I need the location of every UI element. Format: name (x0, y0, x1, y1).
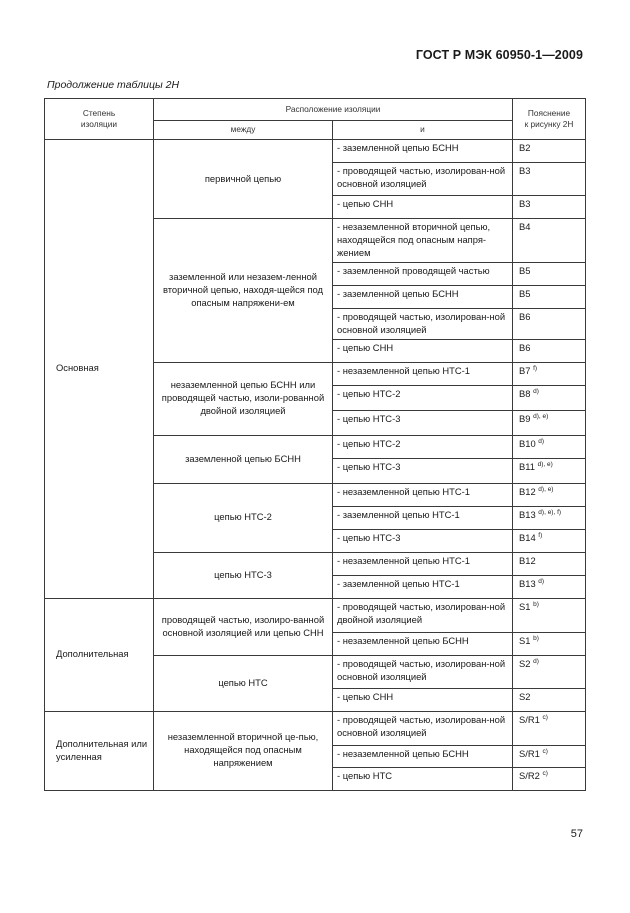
table-body (45, 140, 586, 791)
figure-reference-cell (513, 339, 586, 362)
footnote-marker: d), e) (538, 485, 554, 493)
figure-reference: B6 (519, 310, 531, 322)
figure-reference-cell (513, 458, 586, 483)
figure-reference: S/R1 (519, 713, 540, 725)
table-continuation-label: Продолжение таблицы 2Н (47, 79, 180, 91)
and-cell: - незаземленной цепью БСНН (333, 745, 513, 767)
between-cell: незаземленной вторичной це-пью, находящейся под опасным напряжением (154, 711, 333, 790)
and-cell: - цепью НТС-2 (333, 385, 513, 410)
figure-reference-cell (513, 632, 586, 655)
figure-reference: S1 (519, 634, 531, 646)
between-cell: цепью НТС-3 (154, 552, 333, 598)
and-cell: - заземленной проводящей частью (333, 262, 513, 285)
and-cell: - цепью НТС-3 (333, 410, 513, 435)
figure-reference-cell (513, 140, 586, 163)
table-row (45, 140, 586, 163)
figure-reference-cell (513, 435, 586, 458)
between-cell: незаземленной цепью БСНН или проводящей частью, изоли-рованной двойной изоляцией (154, 362, 333, 435)
figure-reference: B3 (519, 198, 531, 209)
figure-reference: B3 (519, 165, 531, 176)
and-cell: - заземленной цепью НТС-1 (333, 506, 513, 529)
footnote-marker: c) (542, 769, 548, 777)
and-cell: - цепью НТС-2 (333, 435, 513, 458)
figure-reference-cell (513, 506, 586, 529)
figure-reference-cell (513, 262, 586, 285)
figure-reference: B13 (519, 577, 536, 589)
and-cell: - незаземленной цепью НТС-1 (333, 362, 513, 385)
figure-reference-cell (513, 483, 586, 506)
header-and: и (333, 120, 513, 139)
figure-reference-cell (513, 385, 586, 410)
footnote-marker: d), e) (533, 412, 549, 420)
and-cell: - заземленной цепью БСНН (333, 285, 513, 308)
figure-reference-cell (513, 308, 586, 339)
footnote-marker: c) (542, 747, 548, 755)
figure-reference: B10 (519, 437, 536, 449)
footnote-marker: d), e), f) (538, 508, 562, 516)
and-cell: - проводящей частью, изолирован-ной основной изоляцией (333, 655, 513, 688)
figure-reference-cell (513, 767, 586, 790)
figure-reference-cell (513, 655, 586, 688)
figure-reference-cell (513, 196, 586, 219)
and-cell: - незаземленной цепью НТС-1 (333, 483, 513, 506)
between-cell: первичной цепью (154, 140, 333, 219)
footnote-marker: c) (542, 713, 548, 721)
and-cell: - заземленной цепью НТС-1 (333, 575, 513, 598)
figure-reference: B12 (519, 485, 536, 497)
insulation-degree-cell: Дополнительная или усиленная (45, 711, 154, 790)
figure-reference-cell (513, 362, 586, 385)
figure-reference: B9 (519, 412, 531, 424)
between-cell: заземленной цепью БСНН (154, 435, 333, 483)
and-cell: - цепью НТС-3 (333, 529, 513, 552)
figure-reference-cell (513, 410, 586, 435)
figure-reference-cell (513, 598, 586, 632)
figure-reference-cell (513, 529, 586, 552)
figure-reference: B11 (519, 460, 535, 472)
table-row (45, 598, 586, 632)
footnote-marker: d) (533, 387, 539, 395)
and-cell: - проводящей частью, изолирован-ной основной изоляцией (333, 308, 513, 339)
figure-reference: S2 (519, 657, 531, 669)
header-between: между (154, 120, 333, 139)
and-cell: - цепью НТС (333, 767, 513, 790)
figure-reference: B6 (519, 341, 531, 353)
standard-code: ГОСТ Р МЭК 60950-1—2009 (415, 48, 583, 62)
figure-reference: B8 (519, 387, 531, 399)
figure-reference: B13 (519, 508, 536, 520)
header-degree-text: Степень изоляции (80, 107, 118, 129)
table-row (45, 711, 586, 745)
header-explanation-text: Пояснение к рисунку 2Н (524, 107, 574, 129)
page-number: 57 (570, 828, 583, 840)
footnote-marker: d), e) (537, 460, 553, 468)
figure-reference: B2 (519, 142, 531, 153)
footnote-marker: d) (533, 657, 539, 665)
and-cell: - цепью СНН (333, 339, 513, 362)
insulation-degree-cell: Основная (45, 140, 154, 599)
header-location: Расположение изоляции (154, 99, 513, 121)
between-cell: цепью НТС-2 (154, 483, 333, 552)
figure-reference-cell (513, 745, 586, 767)
and-cell: - незаземленной цепью НТС-1 (333, 552, 513, 575)
figure-reference-cell (513, 219, 586, 263)
and-cell: - цепью НТС-3 (333, 458, 513, 483)
and-cell: - цепью СНН (333, 196, 513, 219)
and-cell: - цепью СНН (333, 688, 513, 711)
footnote-marker: f) (533, 364, 538, 372)
footnote-marker: b) (533, 634, 539, 642)
and-cell: - незаземленной вторичной цепью, находящейся под опасным напря-жением (333, 219, 513, 263)
figure-reference-cell (513, 711, 586, 745)
and-cell: - проводящей частью, изолирован-ной двойной изоляцией (333, 598, 513, 632)
figure-reference: S/R2 (519, 769, 540, 781)
between-cell: цепью НТС (154, 655, 333, 711)
figure-reference: S2 (519, 690, 531, 702)
figure-reference: B12 (519, 554, 536, 566)
figure-reference-cell (513, 575, 586, 598)
figure-reference: B4 (519, 221, 531, 232)
figure-reference-cell (513, 688, 586, 711)
insulation-table (44, 98, 586, 791)
header-degree (45, 99, 154, 140)
figure-reference: B14 (519, 531, 536, 543)
and-cell: - проводящей частью, изолирован-ной основной изоляцией (333, 163, 513, 196)
insulation-degree-cell: Дополнительная (45, 598, 154, 711)
and-cell: - незаземленной цепью БСНН (333, 632, 513, 655)
figure-reference: S1 (519, 600, 531, 612)
figure-reference: B5 (519, 264, 531, 276)
between-cell: проводящей частью, изолиро-ванной основной изоляцией или цепью СНН (154, 598, 333, 655)
figure-reference: B7 (519, 364, 531, 376)
header-explanation (513, 99, 586, 140)
footnote-marker: f) (538, 531, 543, 539)
figure-reference-cell (513, 285, 586, 308)
footnote-marker: d) (538, 577, 545, 585)
figure-reference-cell (513, 552, 586, 575)
and-cell: - заземленной цепью БСНН (333, 140, 513, 163)
figure-reference-cell (513, 163, 586, 196)
between-cell: заземленной или незазем-ленной вторичной цепью, находя-щейся под опасным напряжени-ем (154, 219, 333, 363)
and-cell: - проводящей частью, изолирован-ной основной изоляцией (333, 711, 513, 745)
footnote-marker: d) (538, 437, 545, 445)
footnote-marker: b) (533, 600, 539, 608)
figure-reference: S/R1 (519, 747, 540, 759)
figure-reference: B5 (519, 287, 531, 299)
